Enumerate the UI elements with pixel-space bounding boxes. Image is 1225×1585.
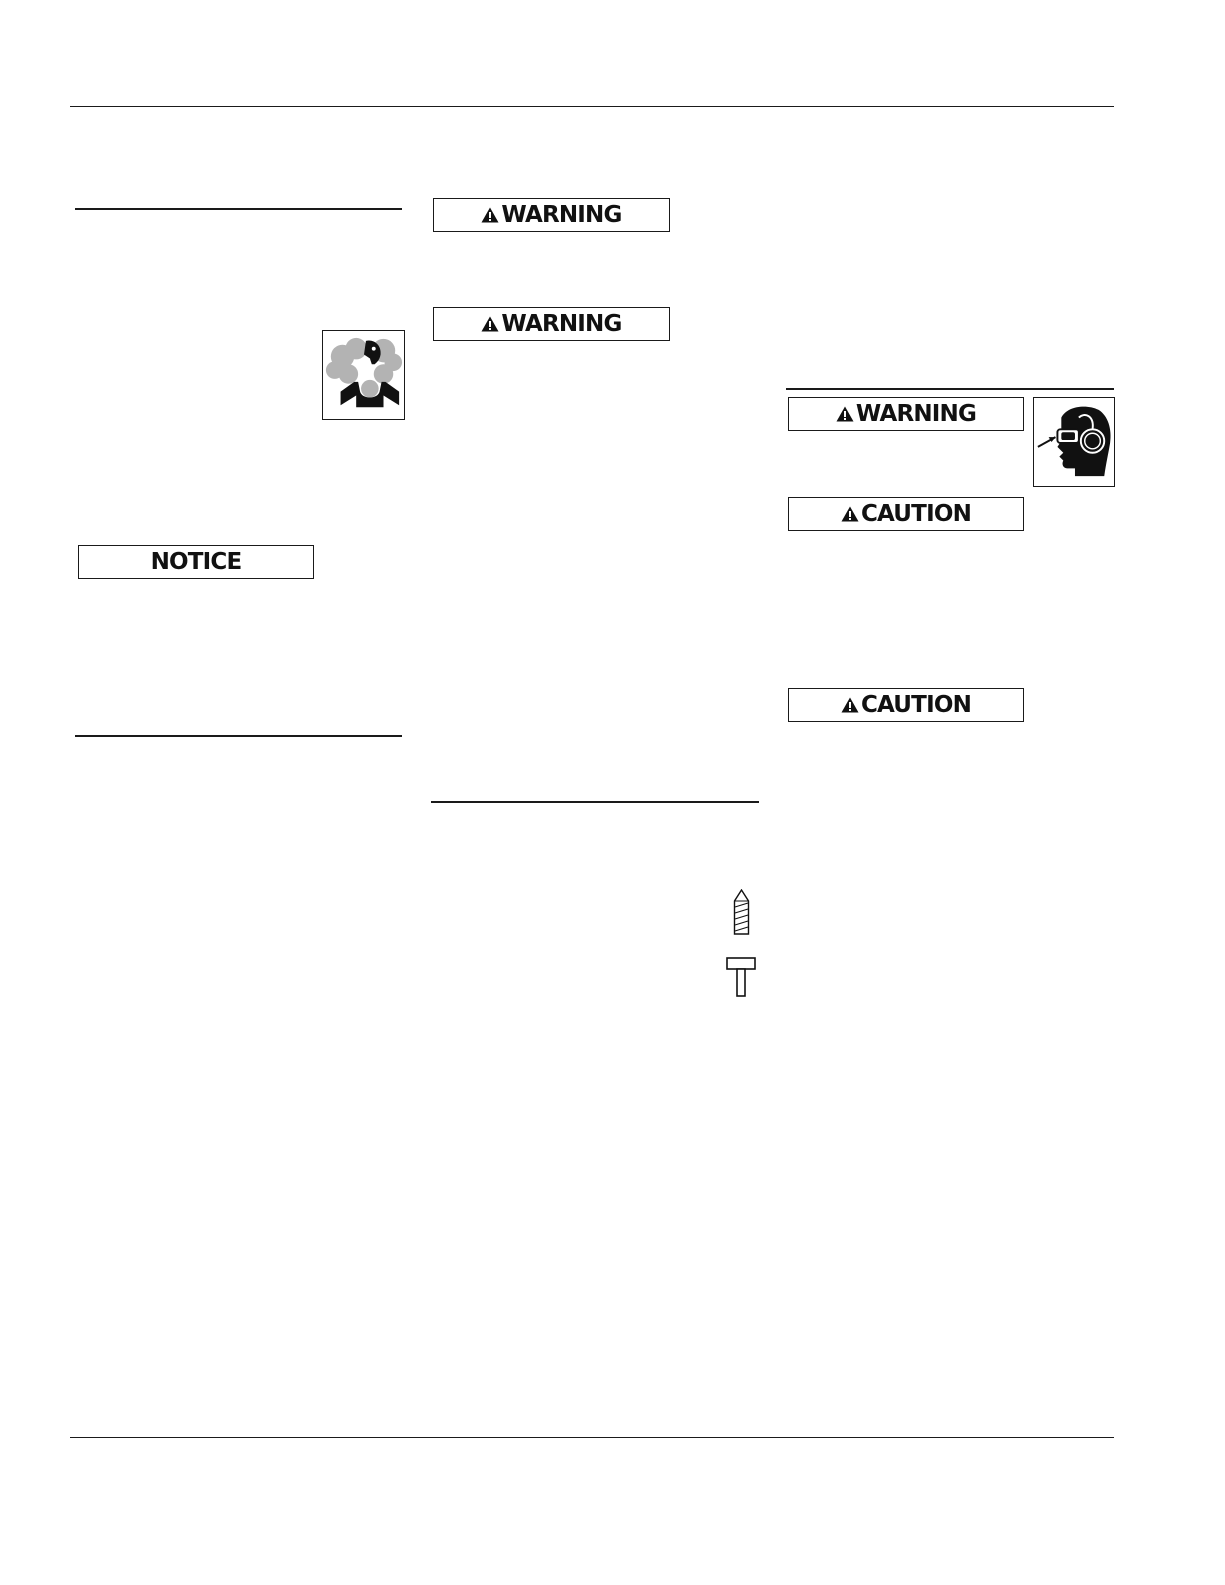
respiratory-hazard-icon (322, 330, 405, 420)
drill-bit-icon (733, 889, 750, 936)
warning-label-text: WARNING (501, 201, 622, 228)
warning-label (433, 307, 670, 341)
alert-triangle-icon (836, 406, 854, 422)
chisel-icon (725, 956, 757, 998)
caution-label-text: CAUTION (860, 691, 972, 718)
warning-label (433, 198, 670, 232)
alert-triangle-icon (481, 207, 499, 223)
alert-triangle-icon (481, 316, 499, 332)
alert-triangle-icon (841, 697, 859, 713)
section-rule-left-bottom (75, 735, 402, 737)
eye-ear-protection-icon (1033, 397, 1115, 487)
section-rule-left-top (75, 208, 402, 210)
caution-label (788, 688, 1024, 722)
warning-label-text: WARNING (501, 310, 622, 337)
warning-label-text: WARNING (855, 400, 977, 427)
notice-label-text: NOTICE (150, 548, 242, 575)
section-rule-middle (431, 801, 759, 803)
notice-label (78, 545, 314, 579)
footer-rule (70, 1437, 1114, 1438)
caution-label (788, 497, 1024, 531)
header-rule (70, 106, 1114, 107)
alert-triangle-icon (841, 506, 859, 522)
caution-label-text: CAUTION (860, 500, 972, 527)
warning-label (788, 397, 1024, 431)
section-rule-right (786, 388, 1114, 390)
